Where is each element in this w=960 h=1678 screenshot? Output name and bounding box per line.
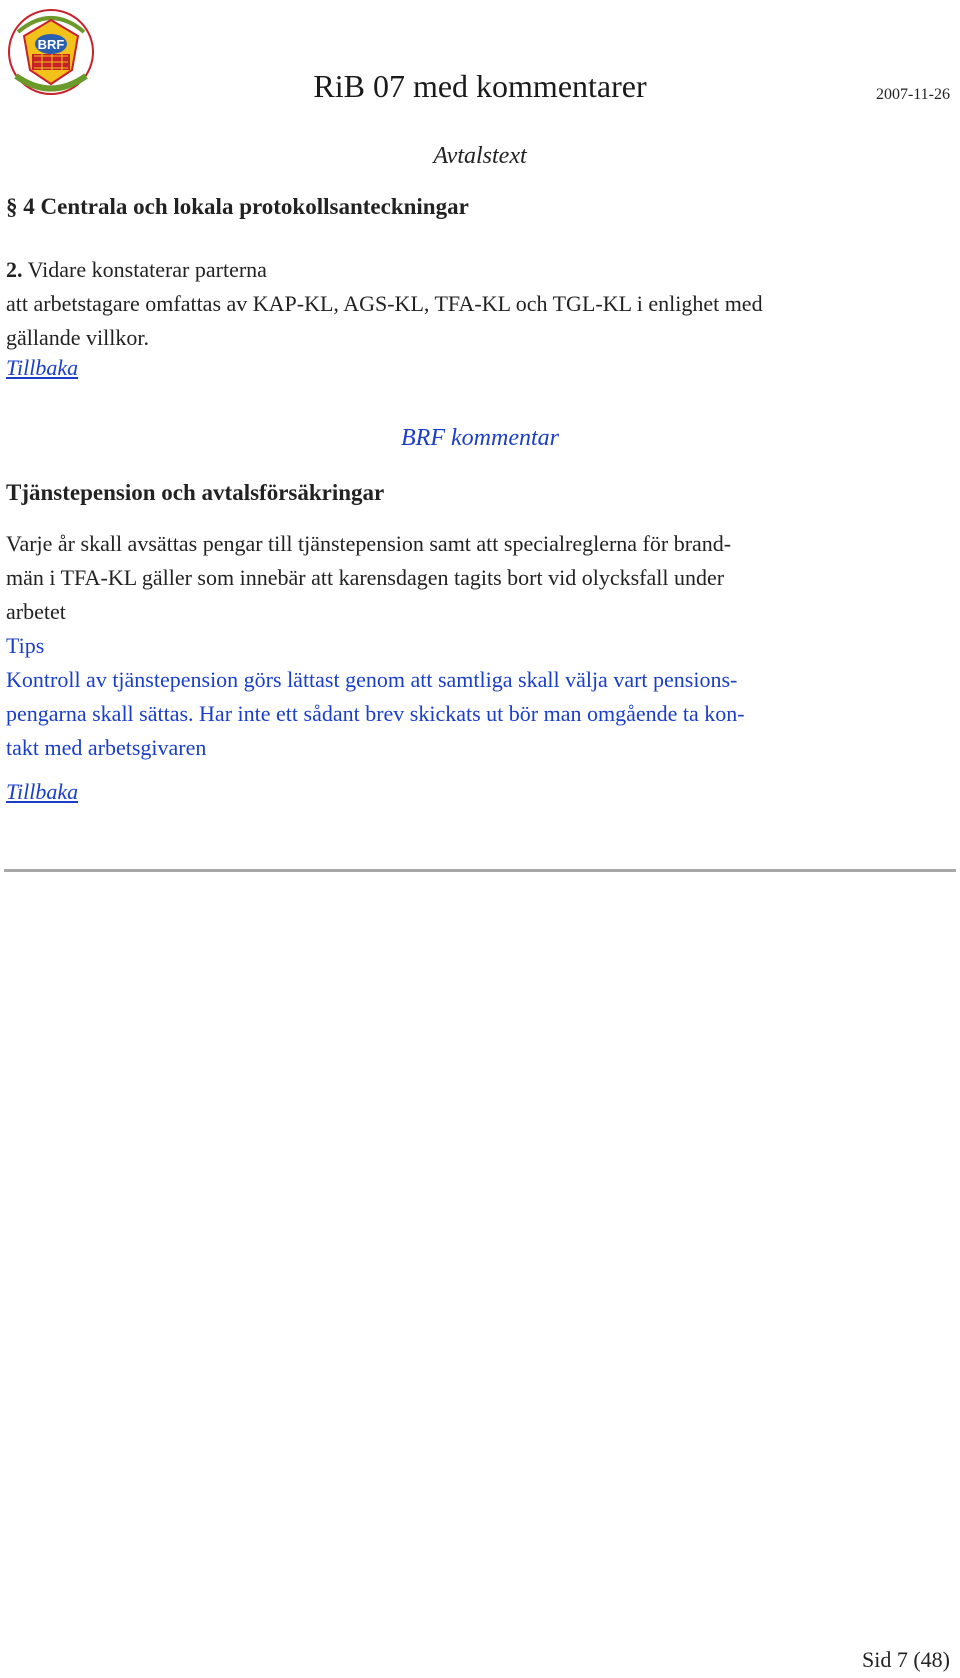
agreement-line-1: att arbetstagare omfattas av KAP-KL, AGS-KL, TFA-KL och TGL-KL i enlighet med	[6, 291, 763, 316]
kommentar-label: BRF kommentar	[401, 425, 559, 451]
kommentar-body-line-1: Varje år skall avsättas pengar till tjänstepension samt att specialreglerna för brand-	[6, 531, 732, 556]
page-number: Sid 7 (48)	[862, 1647, 950, 1672]
tips-line-2: pengarna skall sättas. Har inte ett sådant brev skickats ut bör man omgående ta kon-	[6, 701, 745, 726]
document-date: 2007-11-26	[875, 86, 950, 103]
item-number: 2.	[6, 257, 23, 282]
section-heading: § 4 Centrala och lokala protokollsanteckningar	[6, 194, 469, 219]
horizontal-divider	[4, 869, 956, 872]
back-link-2[interactable]: Tillbaka	[6, 779, 79, 804]
item-intro-text: Vidare konstaterar parterna	[27, 257, 267, 282]
avtalstext-label: Avtalstext	[433, 143, 527, 169]
svg-text:BRF: BRF	[37, 37, 65, 52]
kommentar-body-line-3: arbetet	[6, 599, 66, 624]
document-title: RiB 07 med kommentarer	[313, 68, 647, 104]
back-link-1[interactable]: Tillbaka	[6, 355, 79, 380]
tips-label: Tips	[6, 633, 45, 658]
agreement-line-2: gällande villkor.	[6, 325, 149, 350]
tips-line-3: takt med arbetsgivaren	[6, 735, 207, 760]
tips-line-1: Kontroll av tjänstepension görs lättast genom att samtliga skall välja vart pensions-	[6, 667, 738, 692]
item-intro	[6, 253, 946, 287]
kommentar-heading: Tjänstepension och avtalsförsäkringar	[6, 480, 385, 505]
kommentar-body-line-2: män i TFA-KL gäller som innebär att karensdagen tagits bort vid olycksfall under	[6, 565, 725, 590]
